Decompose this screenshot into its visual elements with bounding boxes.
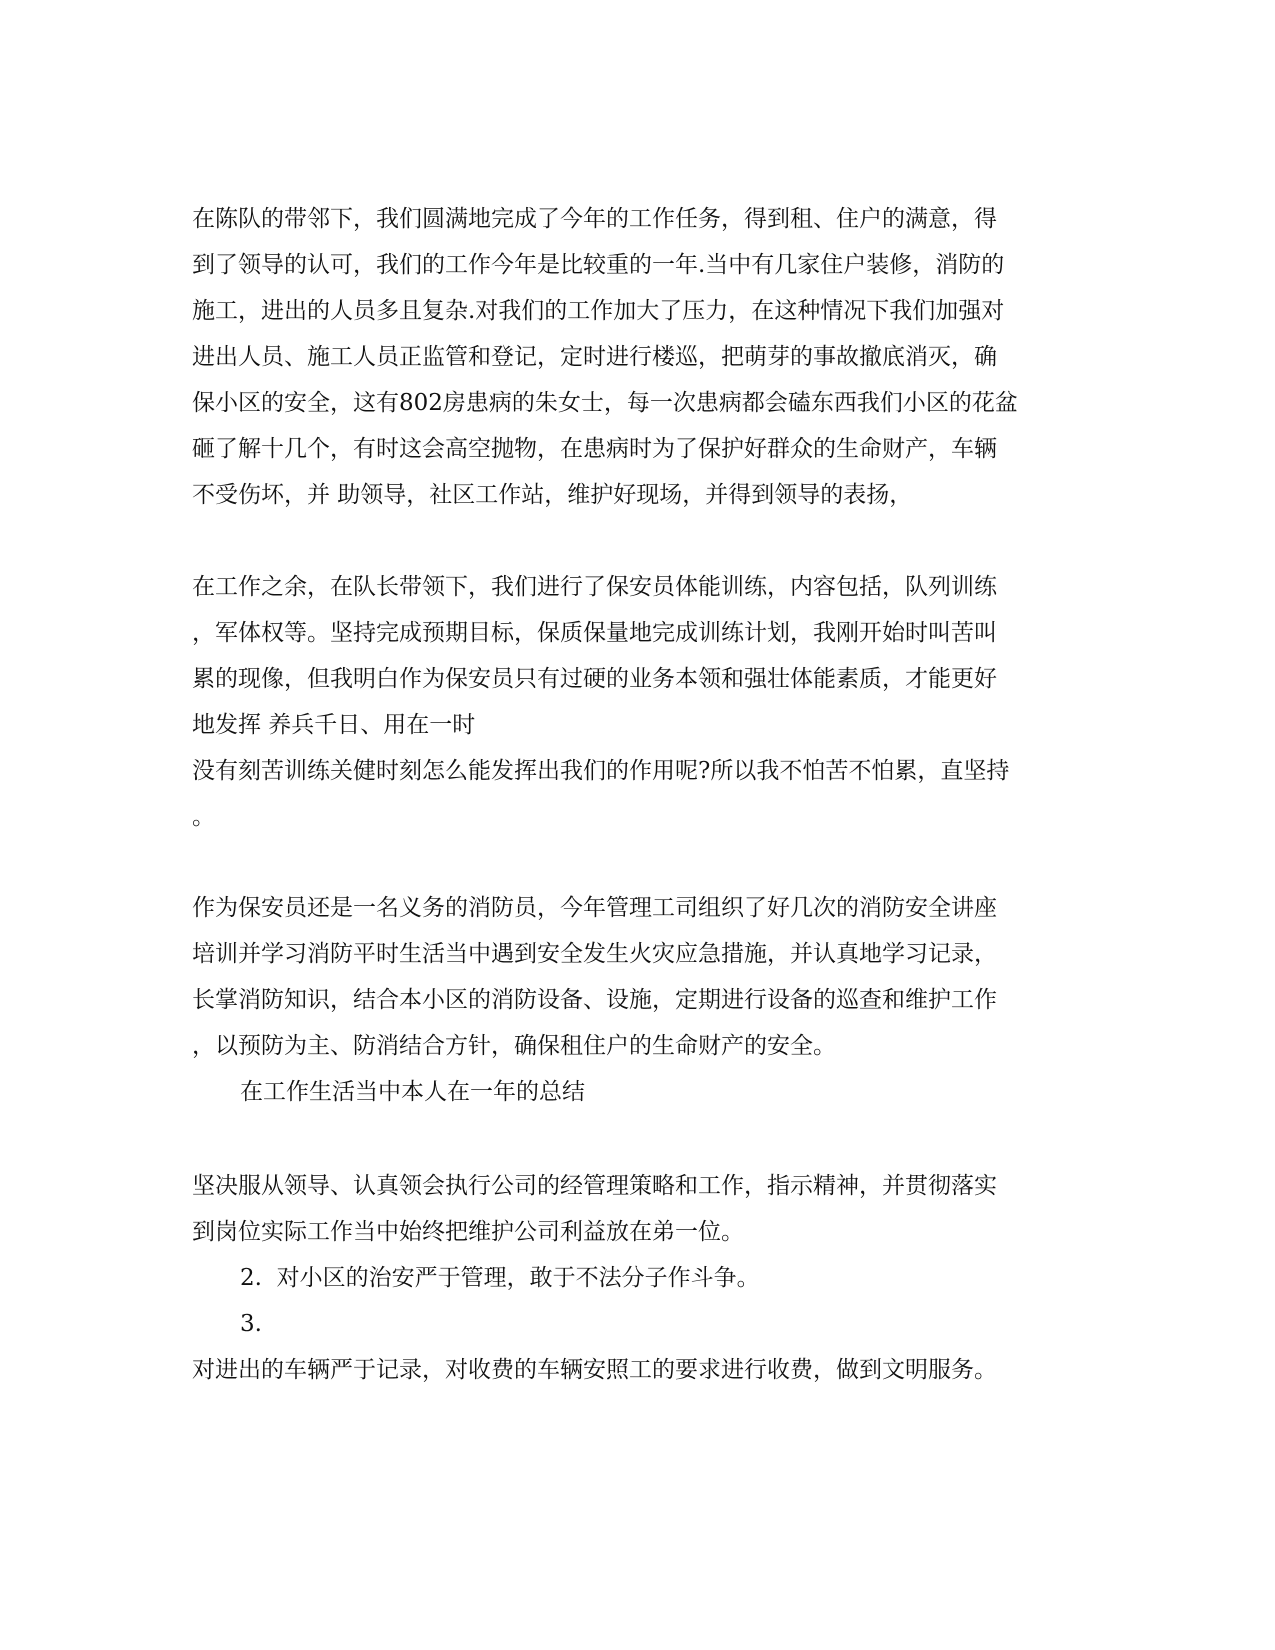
list-item-3-text: 对进出的车辆严于记录，对收费的车辆安照工的要求进行收费，做到文明服务。 — [192, 1357, 997, 1383]
text-line: 进出人员、施工人员正监管和登记，定时进行楼巡，把萌芽的事故撤底消灭，确 — [192, 344, 997, 370]
text-line: ，军体权等。坚持完成预期目标，保质保量地完成训练计划，我刚开始时叫苦叫 — [192, 620, 997, 646]
text-line: 长掌消防知识，结合本小区的消防设备、设施，定期进行设备的巡查和维护工作 — [192, 987, 997, 1013]
text-line: 到了领导的认可，我们的工作今年是比较重的一年.当中有几家住户装修，消防的 — [192, 252, 1005, 278]
text-line: 累的现像，但我明白作为保安员只有过硬的业务本领和强壮体能素质，才能更好 — [192, 666, 997, 692]
text-line: 砸了解十几个，有时这会高空抛物，在患病时为了保护好群众的生命财产，车辆 — [192, 436, 997, 462]
text-line: 地发挥 养兵千日、用在一时 — [192, 712, 476, 738]
text-line: 保小区的安全，这有802房患病的朱女士，每一次患病都会磕东西我们小区的花盆 — [192, 390, 1018, 416]
text-line: 坚决服从领导、认真领会执行公司的经管理策略和工作，指示精神，并贯彻落实 — [192, 1173, 997, 1199]
text-line: 没有刻苦训练关健时刻怎么能发挥出我们的作用呢?所以我不怕苦不怕累，直坚持 — [192, 758, 1010, 784]
text-line: ，以预防为主、防消结合方针，确保租住户的生命财产的安全。 — [192, 1033, 836, 1059]
text-line: 到岗位实际工作当中始终把维护公司利益放在弟一位。 — [192, 1219, 744, 1245]
text-line: 。 — [192, 804, 215, 830]
summary-heading: 在工作生活当中本人在一年的总结 — [240, 1079, 585, 1105]
list-item-3-number: 3. — [240, 1311, 262, 1337]
text-line: 培训并学习消防平时生活当中遇到安全发生火灾应急措施，并认真地学习记录， — [192, 941, 997, 967]
text-line: 在陈队的带邻下，我们圆满地完成了今年的工作任务，得到租、住户的满意，得 — [192, 206, 997, 232]
text-line: 在工作之余，在队长带领下，我们进行了保安员体能训练，内容包括，队列训练 — [192, 574, 997, 600]
list-item-2: 2. 对小区的治安严于管理，敢于不法分子作斗争。 — [240, 1265, 760, 1291]
text-line: 施工，进出的人员多且复杂.对我们的工作加大了压力，在这种情况下我们加强对 — [192, 298, 1005, 324]
text-line: 作为保安员还是一名义务的消防员，今年管理工司组织了好几次的消防安全讲座 — [192, 895, 997, 921]
text-line: 不受伤坏，并 助领导，社区工作站，维护好现场，并得到领导的表扬， — [192, 482, 913, 508]
